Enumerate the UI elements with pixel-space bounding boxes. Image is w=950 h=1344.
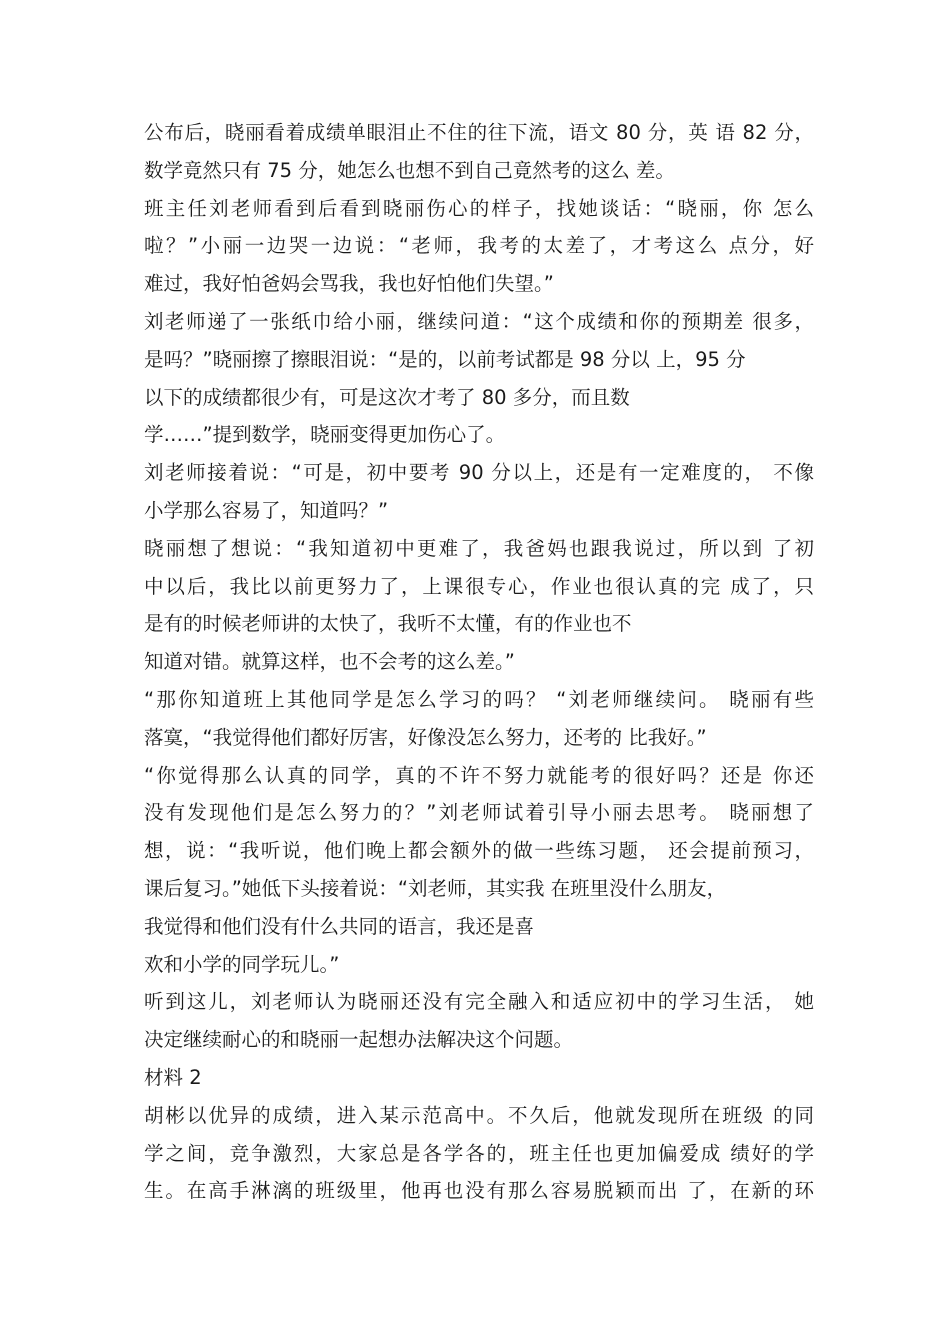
text-line: 难过，我好怕爸妈会骂我，我也好怕他们失望。”: [144, 272, 554, 296]
text-line: 小学那么容易了，知道吗？”: [144, 498, 389, 522]
text-line: 听到这儿，刘老师认为晓丽还没有完全融入和适应初中的学习生活， 她: [144, 990, 814, 1014]
text-line: “那你知道班上其他同学是怎么学习的吗？ “刘老师继续问。 晓丽有些: [144, 687, 814, 711]
text-line: 没有发现他们是怎么努力的？”刘老师试着引导小丽去思考。 晓丽想了: [144, 801, 814, 825]
text-line: 胡彬以优异的成绩，进入某示范高中。不久后，他就发现所在班级 的同: [144, 1103, 814, 1127]
text-line: 知道对错。就算这样，也不会考的这么差。”: [144, 650, 515, 674]
text-line: 决定继续耐心的和晓丽一起想办法解决这个问题。: [144, 1028, 574, 1052]
text-line: 课后复习。”她低下头接着说：“刘老师，其实我 在班里没什么朋友，: [144, 876, 727, 900]
text-line: 数学竟然只有 75 分，她怎么也想不到自己竟然考的这么 差。: [144, 158, 675, 182]
text-line: 我觉得和他们没有什么共同的语言，我还是喜: [144, 914, 535, 938]
text-line: 刘老师接着说：“可是，初中要考 90 分以上，还是有一定难度的， 不像: [144, 461, 814, 485]
text-line: 学……”提到数学，晓丽变得更加伤心了。: [144, 423, 506, 447]
text-line: 想，说：“我听说，他们晚上都会额外的做一些练习题， 还会提前预习，: [144, 839, 814, 863]
text-line: 晓丽想了想说：“我知道初中更难了，我爸妈也跟我说过，所以到 了初: [144, 536, 814, 560]
text-line: 刘老师递了一张纸巾给小丽，继续问道：“这个成绩和你的预期差 很多，: [144, 309, 814, 333]
text-line: “你觉得那么认真的同学，真的不许不努力就能考的很好吗？还是 你还: [144, 763, 814, 787]
text-line: 生。在高手淋漓的班级里，他再也没有那么容易脱颖而出 了，在新的环: [144, 1179, 814, 1203]
text-line: 以下的成绩都很少有，可是这次才考了 80 多分，而且数: [144, 385, 630, 409]
text-line: 是有的时候老师讲的太快了，我听不太懂，有的作业也不: [144, 612, 632, 636]
text-line: 啦？”小丽一边哭一边说：“老师，我考的太差了，才考这么 点分，好: [144, 234, 814, 258]
text-line: 班主任刘老师看到后看到晓丽伤心的样子，找她谈话：“晓丽，你 怎么: [144, 196, 814, 220]
text-line: 欢和小学的同学玩儿。”: [144, 952, 340, 976]
text-line: 公布后，晓丽看着成绩单眼泪止不住的往下流，语文 80 分，英 语 82 分，: [144, 121, 814, 144]
text-line: 是吗？”晓丽擦了擦眼泪说：“是的，以前考试都是 98 分以 上，95 分: [144, 347, 746, 371]
text-line: 材料 2: [144, 1065, 202, 1089]
text-line: 中以后，我比以前更努力了，上课很专心，作业也很认真的完 成了，只: [144, 574, 814, 598]
text-line: 学之间，竞争激烈，大家总是各学各的，班主任也更加偏爱成 绩好的学: [144, 1141, 814, 1165]
text-line: 落寞，“我觉得他们都好厉害，好像没怎么努力，还考的 比我好。”: [144, 725, 707, 749]
body-text: [144, 114, 814, 1210]
